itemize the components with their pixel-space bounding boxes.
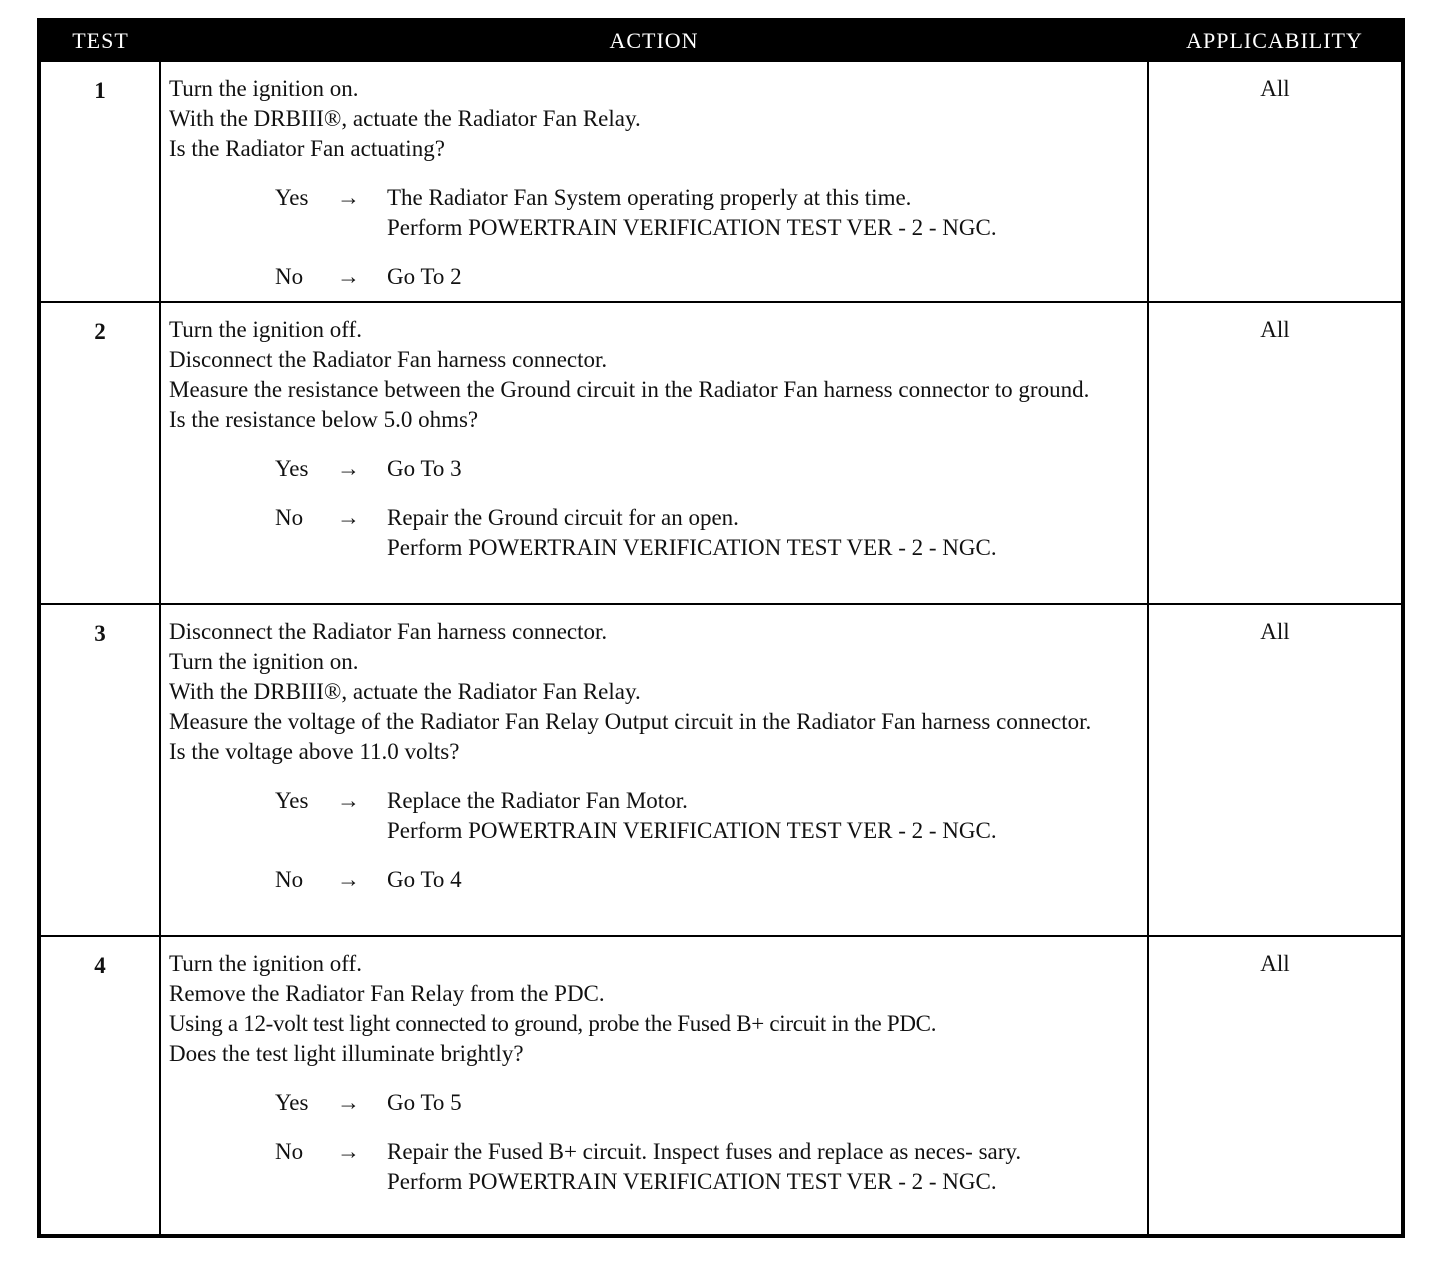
arrow-icon: → [337, 1090, 360, 1115]
no-result [387, 1137, 1139, 1197]
result-line: Go To 2 [387, 264, 462, 289]
action-step: Turn the ignition off. [169, 317, 362, 342]
action-step: Does the test light illuminate brightly? [169, 1041, 524, 1066]
result-line: Perform POWERTRAIN VERIFICATION TEST VER - 2 - NGC. [387, 215, 997, 240]
result-line: Repair the Ground circuit for an open. [387, 505, 739, 530]
action-step: Turn the ignition on. [169, 649, 359, 674]
table-row [39, 604, 1403, 936]
action-step: With the DRBIII®, actuate the Radiator Fan Relay. [169, 679, 641, 704]
yes-response [275, 786, 1139, 846]
yes-response [275, 454, 1139, 484]
yes-response [275, 1088, 1139, 1118]
action-cell [160, 604, 1148, 936]
yes-result [387, 1088, 1139, 1118]
no-result [387, 865, 1139, 895]
action-step: With the DRBIII®, actuate the Radiator Fan Relay. [169, 106, 641, 131]
yes-label: Yes [275, 456, 309, 481]
test-number: 2 [39, 302, 160, 604]
test-number: 4 [39, 936, 160, 1236]
no-label: No [275, 1139, 304, 1164]
action-cell [160, 302, 1148, 604]
result-line: Go To 5 [387, 1090, 462, 1115]
header-row [39, 20, 1403, 61]
header-action: ACTION [160, 20, 1148, 61]
header-test: TEST [39, 20, 160, 61]
result-line: Replace the Radiator Fan Motor. [387, 788, 688, 813]
action-step: Remove the Radiator Fan Relay from the PDC. [169, 981, 605, 1006]
test-number: 3 [39, 604, 160, 936]
yes-label: Yes [275, 788, 309, 813]
table-row [39, 302, 1403, 604]
arrow-icon: → [337, 185, 360, 210]
no-response [275, 1137, 1139, 1197]
action-step: Turn the ignition off. [169, 951, 362, 976]
header-applicability: APPLICABILITY [1148, 20, 1403, 61]
arrow-icon: → [337, 1139, 360, 1164]
result-line: The Radiator Fan System operating properly at this time. [387, 185, 912, 210]
action-step: Measure the resistance between the Ground circuit in the Radiator Fan harness connector to ground. [169, 377, 1090, 402]
action-step: Disconnect the Radiator Fan harness connector. [169, 619, 608, 644]
yes-result [387, 786, 1139, 846]
diagnostic-test-table [37, 18, 1405, 1238]
arrow-icon: → [337, 264, 360, 289]
yes-label: Yes [275, 1090, 309, 1115]
result-line: Perform POWERTRAIN VERIFICATION TEST VER - 2 - NGC. [387, 818, 997, 843]
no-label: No [275, 867, 304, 892]
no-result [387, 262, 1139, 292]
arrow-icon: → [337, 788, 360, 813]
test-number: 1 [39, 61, 160, 302]
yes-result [387, 454, 1139, 484]
table-header [39, 20, 1403, 61]
result-line: Perform POWERTRAIN VERIFICATION TEST VER - 2 - NGC. [387, 1169, 997, 1194]
action-step: Is the Radiator Fan actuating? [169, 136, 445, 161]
applicability-value: All [1148, 604, 1403, 936]
applicability-value: All [1148, 302, 1403, 604]
yes-response [275, 183, 1139, 243]
action-step: Measure the voltage of the Radiator Fan Relay Output circuit in the Radiator Fan harness connector. [169, 709, 1092, 734]
result-line: Perform POWERTRAIN VERIFICATION TEST VER - 2 - NGC. [387, 535, 997, 560]
no-label: No [275, 264, 304, 289]
no-result [387, 503, 1139, 563]
arrow-icon: → [337, 505, 360, 530]
action-step: Disconnect the Radiator Fan harness connector. [169, 347, 608, 372]
applicability-value: All [1148, 61, 1403, 302]
yes-result [387, 183, 1139, 243]
table-body [39, 61, 1403, 1236]
result-line: Go To 4 [387, 867, 462, 892]
table-row [39, 936, 1403, 1236]
no-label: No [275, 505, 304, 530]
result-line: Go To 3 [387, 456, 462, 481]
yes-label: Yes [275, 185, 309, 210]
arrow-icon: → [337, 456, 360, 481]
no-response [275, 865, 1139, 895]
table-row [39, 61, 1403, 302]
no-response [275, 503, 1139, 563]
action-cell [160, 61, 1148, 302]
action-step: Using a 12-volt test light connected to ground, probe the Fused B+ circuit in the PDC. [169, 1011, 937, 1036]
applicability-value: All [1148, 936, 1403, 1236]
arrow-icon: → [337, 867, 360, 892]
action-step: Is the voltage above 11.0 volts? [169, 739, 460, 764]
action-step: Turn the ignition on. [169, 76, 359, 101]
result-line: Repair the Fused B+ circuit. Inspect fuses and replace as neces- sary. [387, 1139, 1022, 1164]
no-response [275, 262, 1139, 292]
action-cell [160, 936, 1148, 1236]
action-step: Is the resistance below 5.0 ohms? [169, 407, 479, 432]
